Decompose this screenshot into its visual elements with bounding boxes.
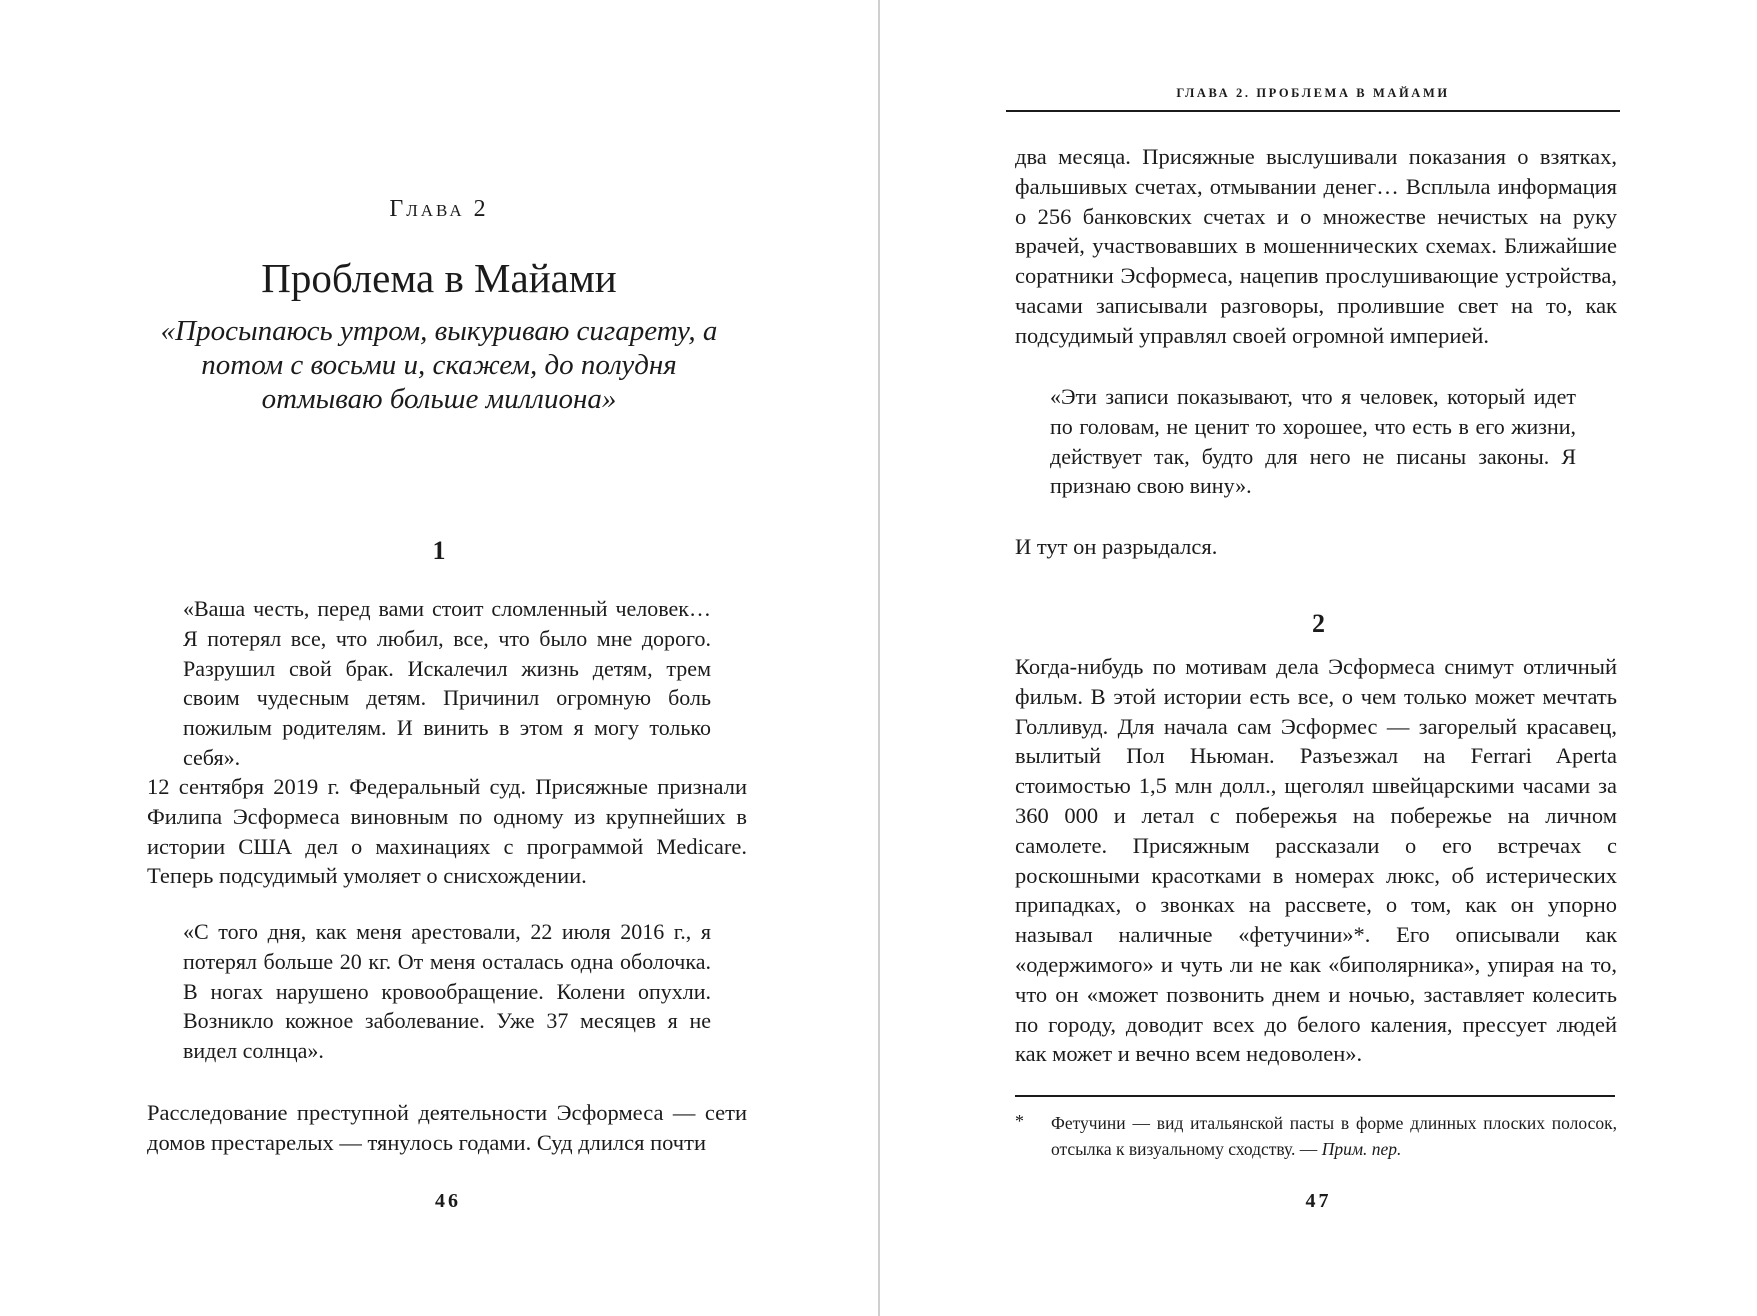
footnote — [1015, 1110, 1617, 1162]
chapter-title: Проблема в Майами — [261, 255, 617, 301]
body-paragraph-4: И тут он разрыдался. — [1015, 534, 1218, 559]
footnote-mark: * — [1015, 1111, 1024, 1131]
section-number-2: 2 — [1312, 609, 1325, 638]
footnote-translator-note: Прим. пер. — [1321, 1139, 1402, 1159]
body-paragraph-3: два месяца. Присяжные выслушивали показания о взятках, фальшивых счетах, отмывании денег… Всплыла информация о 256 банковских счетах и о множестве нечистых на руку врачей, участвовавших в мошеннических схемах. Ближайшие соратники Эсформеса, нацепив прослушивающие устройства, часами записывали разговоры, пролившие свет на то, как подсудимый управлял своей огромной империей. — [1015, 144, 1617, 348]
body-paragraph-1: 12 сентября 2019 г. Федеральный суд. Присяжные признали Филипа Эсформеса виновным по одному из крупнейших в истории США дел о махинациях с программой Medicare. Теперь подсудимый умоляет о снисхождении. — [147, 774, 747, 889]
header-rule — [1006, 110, 1620, 112]
footnote-text: Фетучини — вид итальянской пасты в форме длинных плоских полосок, отсылка к визуальному сходству. — — [1051, 1113, 1617, 1159]
footnote-body — [1051, 1110, 1617, 1162]
footnote-rule — [1015, 1095, 1615, 1097]
quote-paragraph-2: «С того дня, как меня арестовали, 22 июля 2016 г., я потерял больше 20 кг. От меня осталась одна оболочка. В ногах нарушено кровообращение. Колени опухли. Возникло кожное заболевание. Уже 37 месяцев я не видел солнца». — [183, 919, 711, 1064]
body-paragraph-5: Когда-нибудь по мотивам дела Эсформеса снимут отличный фильм. В этой истории есть все, о чем только может мечтать Голливуд. Для начала сам Эсформес — загорелый красавец, вылитый Пол Ньюман. Разъезжал на Ferrari Aperta стоимостью 1,5 млн долл., щеголял швейцарскими часами за 360 000 и летал с побережья на побережье на личном самолете. Присяжным рассказали о его встречах с роскошными красотками в номерах люкс, об истерических припадках, о звонках на рассвете, о том, как он упорно называл наличные «фетучини»*. Его описывали как «одержимого» и чуть ли не как «биполярника», упирая на то, что он «может позвонить днем и ночью, заставляет колесить по городу, доводит всех до белого каления, прессует людей как может и вечно всем недоволен». — [1015, 654, 1617, 1067]
quote-paragraph-1: «Ваша честь, перед вами стоит сломленный человек… Я потерял все, что любил, все, что было мне дорого. Разрушил свой брак. Искалечил жизнь детям, трем своим чудесным детям. Причинил огромную боль пожилым родителям. И винить в этом я могу только себя». — [183, 596, 711, 770]
chapter-epigraph: «Просыпаюсь утром, выкуриваю сигарету, а потом с восьми и, скажем, до полудня отмываю больше миллиона» — [160, 315, 718, 415]
quote-paragraph-3: «Эти записи показывают, что я человек, который идет по головам, не ценит то хорошее, что есть в его жизни, действует так, будто для него не писаны законы. Я признаю свою вину». — [1050, 384, 1576, 499]
body-paragraph-2: Расследование преступной деятельности Эсформеса — сети домов престарелых — тянулось годами. Суд длился почти — [147, 1100, 747, 1155]
left-page — [0, 0, 878, 1316]
section-number-1: 1 — [432, 536, 446, 565]
chapter-label: Глава 2 — [389, 196, 489, 222]
page-number: 47 — [1305, 1190, 1332, 1212]
running-head: ГЛАВА 2. ПРОБЛЕМА В МАЙАМИ — [1176, 86, 1450, 100]
right-page — [880, 0, 1757, 1316]
page-number: 46 — [435, 1190, 461, 1212]
